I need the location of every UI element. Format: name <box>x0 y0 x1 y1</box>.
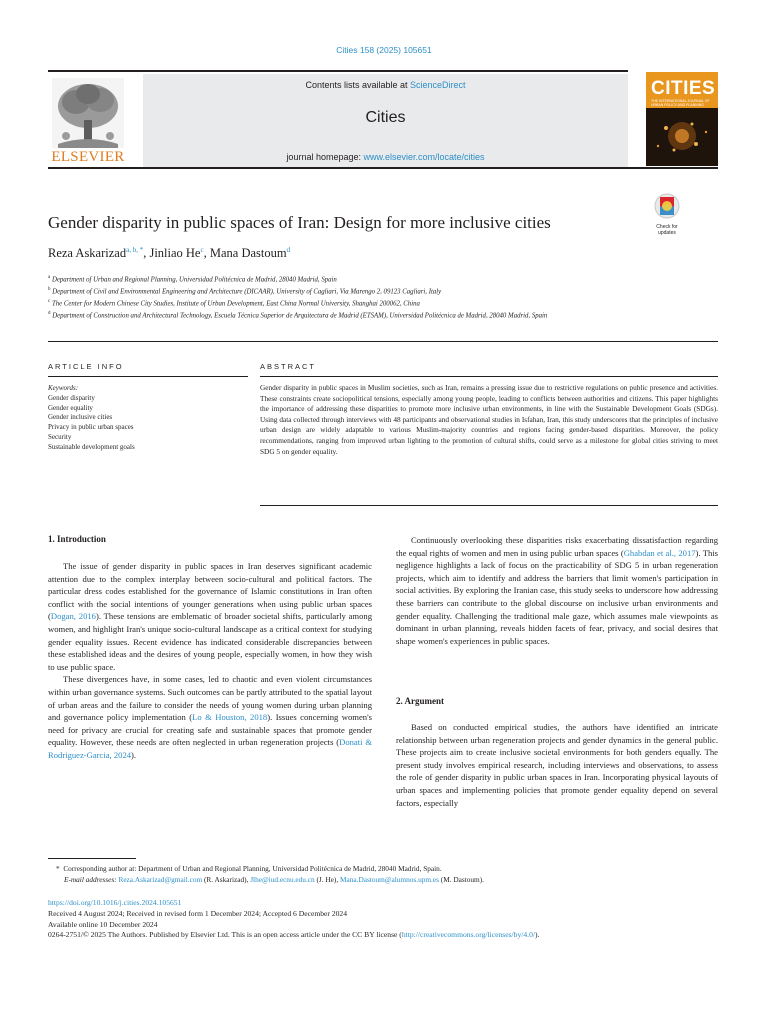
keywords-list <box>48 384 248 453</box>
body-paragraph: Based on conducted empirical studies, the authors have identified an intricate relationship between urban regeneration projects and gender dynamics in the general public. These projects aim to create inclusive societal environments for both genders equally. The present study involves empirical research, including interviews and observations, to assess the role of gender disparity in public urban spaces in Iran. Incorporating physical layouts of urban spaces and implementing policies that promote gender equality depend on several factors, especially <box>396 722 718 808</box>
keywords-label: Keywords: <box>48 384 79 392</box>
article-info-rule <box>48 376 248 377</box>
affiliation-item: $^d$ Department of Construction and Architectural Technology, Escuela Técnica Superior de Arquitectura de Madrid (ETSAM), Universidad Politécnica de Madrid, 28040 Madrid, Spain <box>48 311 548 320</box>
header-top-rule <box>48 70 628 72</box>
author-affiliation-marks[interactable]: a, b, * <box>126 246 144 254</box>
email-addresses: E-mail addresses: Reza.Askarizad@gmail.com (R. Askarizad), Jlhe@iud.ecnu.edu.cn (J. He), Mana.Dastoum@alumnos.upm.es (M. Dastoum). <box>64 874 484 884</box>
crossmark-icon <box>647 193 687 219</box>
crossmark-badge[interactable] <box>647 193 687 235</box>
affiliation-item: $^a$ Department of Urban and Regional Planning, Universidad Politécnica de Madrid, 28040 Madrid, Spain <box>48 275 337 284</box>
crossmark-label: Check for updates <box>656 224 678 236</box>
author-affiliation-marks[interactable]: c <box>200 246 204 254</box>
keyword-item: Privacy in public urban spaces <box>48 423 134 432</box>
cover-subtitle: THE INTERNATIONAL JOURNAL OF URBAN POLICY AND PLANNING <box>651 99 710 107</box>
sciencedirect-link[interactable]: ScienceDirect <box>410 80 466 90</box>
elsevier-logo <box>48 76 128 168</box>
cover-title: CITIES <box>651 78 716 99</box>
license-link[interactable]: http://creativecommons.org/licenses/by/4.0/ <box>401 930 535 940</box>
citation-link[interactable]: Ghabdan et al., 2017 <box>623 547 696 558</box>
contents-prefix: Contents lists available at <box>305 80 411 90</box>
journal-homepage-link[interactable]: www.elsevier.com/locate/cities <box>363 152 485 162</box>
section-heading-introduction: 1. Introduction <box>48 534 106 544</box>
body-right-column <box>396 534 718 647</box>
received-dates: Received 4 August 2024; Received in revised form 1 December 2024; Accepted 6 December 2024 <box>48 908 348 918</box>
body-paragraph: These divergences have, in some cases, led to chaotic and even violent circumstances within urban governance systems. Such outcomes can be partly attributed to the spatial layout of urban areas and the failure to consider the needs of young women during urban planning and governance policy implementation (Lo & Houston, 2018). Issues concerning women's need for privacy are crucial for creating safe and sustainable spaces that promote gender equality. However, these needs are often neglected in urban regeneration projects (Donati & Rodriguez-Garcia, 2024). <box>48 674 372 760</box>
footnote-rule <box>48 858 136 859</box>
keyword-item: Gender disparity <box>48 393 95 402</box>
homepage-line <box>143 152 628 162</box>
author-name[interactable]: Mana Dastoum <box>209 246 287 261</box>
citation-link[interactable]: Lo & Houston, 2018 <box>192 712 268 723</box>
author-name[interactable]: Jinliao He <box>149 246 201 261</box>
email-link[interactable]: Reza.Askarizad@gmail.com <box>118 874 203 884</box>
homepage-prefix: journal homepage: <box>286 152 364 162</box>
author-affiliation-marks[interactable]: d <box>286 246 291 254</box>
affiliation-item: $^c$ The Center for Modern Chinese City Studies, Institute of Urban Development, East China Normal University, Shanghai 200062, China <box>48 299 420 308</box>
abstract-bottom-rule <box>260 505 718 506</box>
body-left-column <box>48 560 372 762</box>
author-list: Reza Askarizad$^{a, b, *}$, Jinliao He$^c$, Mana Dastoum$^d$ <box>48 246 291 261</box>
journal-cover[interactable] <box>646 72 718 166</box>
journal-citation[interactable]: Cities 158 (2025) 105651 <box>336 45 432 55</box>
citation-link[interactable]: Donati & Rodriguez-Garcia, 2024 <box>48 737 372 760</box>
city-lights-image <box>646 108 718 166</box>
publication-info <box>48 898 728 941</box>
keyword-item: Gender equality <box>48 403 93 412</box>
abstract-text: Gender disparity in public spaces in Muslim societies, such as Iran, remains a pressing issue due to restrictive regulations on public presence and activities. These constraints create sociopolitical tensions, especially among young people, leading to conflicts between authorities and citizens. This paper highlights the importance of addressing these disparities to promote more inclusive urban environments, in line with the Sustainable Development Goals (SDGs). Using data collected through interviews with 48 participants and observational studies in Isfahan, Iran, this study underscores that the principles of inclusive urban design are widely adaptable to various Muslim-majority countries and regions facing gender-based disparities. Moreover, the policy recommendations, ranging from improved urban lighting to the promotion of cultural shifts, could serve as a milestone for global cities striving to meet SDG 5 on gender equality. <box>260 383 718 456</box>
footnotes <box>48 864 718 885</box>
license-line: 0264-2751/© 2025 The Authors. Published by Elsevier Ltd. This is an open access article under the CC BY license (http://creativecommons.org/licenses/by/4.0/). <box>48 930 540 940</box>
doi-link[interactable]: https://doi.org/10.1016/j.cities.2024.105651 <box>48 898 182 907</box>
email-link[interactable]: Mana.Dastoum@alumnos.upm.es <box>340 874 439 884</box>
body-paragraph: The issue of gender disparity in public spaces in Iran deserves significant academic attention due to the complex interplay between socio-cultural and political factors. The particular dress codes established for the governance of Islamic constitutions in Iran often conflict with the social intentions of younger generations when using public urban spaces (Dogan, 2016). These tensions are emblematic of broader societal shifts, particularly among women, and highlight Iran's unique socio-cultural landscape as a critical context for studying gender equality issues. Recent evidence has indicated considerable discrepancies between these established ideas and the desires of young people, especially women, in how they wish to use public space. <box>48 561 372 672</box>
corresponding-author-note: * Corresponding author at: Department of Urban and Regional Planning, Universidad Politécnica de Madrid, 28040 Madrid, Spain. <box>56 864 442 873</box>
section-heading-argument: 2. Argument <box>396 696 444 706</box>
elsevier-wordmark: ELSEVIER <box>51 149 125 165</box>
abstract-heading: ABSTRACT <box>260 362 317 371</box>
body-paragraph: Continuously overlooking these disparities risks exacerbating dissatisfaction regarding the equal rights of women and men in using public urban spaces (Ghabdan et al., 2017). This negligence highlights a lack of focus on the practicability of SDG 5 in urban regeneration projects, which aim to identify and address the barriers that limit women's participation in social activities. By exploring the Iranian case, this study seeks to underscore how addressing these barriers can contribute to the global discourse on inclusive urban environments and gender equality. Challenging the traditional male gaze, which assumes male viewpoints as dominant in urban planning, reveals hidden facets of fear, privacy, and social desires that shape women's experiences in public spaces. <box>396 535 718 646</box>
affiliations <box>48 273 648 321</box>
keyword-item: Security <box>48 432 72 441</box>
journal-name: Cities <box>365 109 406 126</box>
online-date: Available online 10 December 2024 <box>48 919 158 929</box>
article-info-heading: ARTICLE INFO <box>48 362 124 371</box>
citation-link[interactable]: Dogan, 2016 <box>50 611 96 622</box>
paper-title: Gender disparity in public spaces of Iran: Design for more inclusive cities <box>48 213 551 232</box>
email-link[interactable]: Jlhe@iud.ecnu.edu.cn <box>250 874 315 884</box>
keyword-item: Gender inclusive cities <box>48 413 113 422</box>
header-bottom-rule <box>48 167 718 169</box>
abstract-rule <box>260 376 718 377</box>
keyword-item: Sustainable development goals <box>48 442 135 451</box>
contents-line <box>143 80 628 90</box>
metadata-rule <box>48 341 718 342</box>
body-right-column-continued <box>396 721 718 809</box>
author-name[interactable]: Reza Askarizad <box>48 246 127 261</box>
affiliation-item: $^b$ Department of Civil and Environmental Engineering and Architecture (DICAAR), University of Cagliari, Via Marengo 2, 09123 Cagliari, Italy <box>48 287 442 296</box>
